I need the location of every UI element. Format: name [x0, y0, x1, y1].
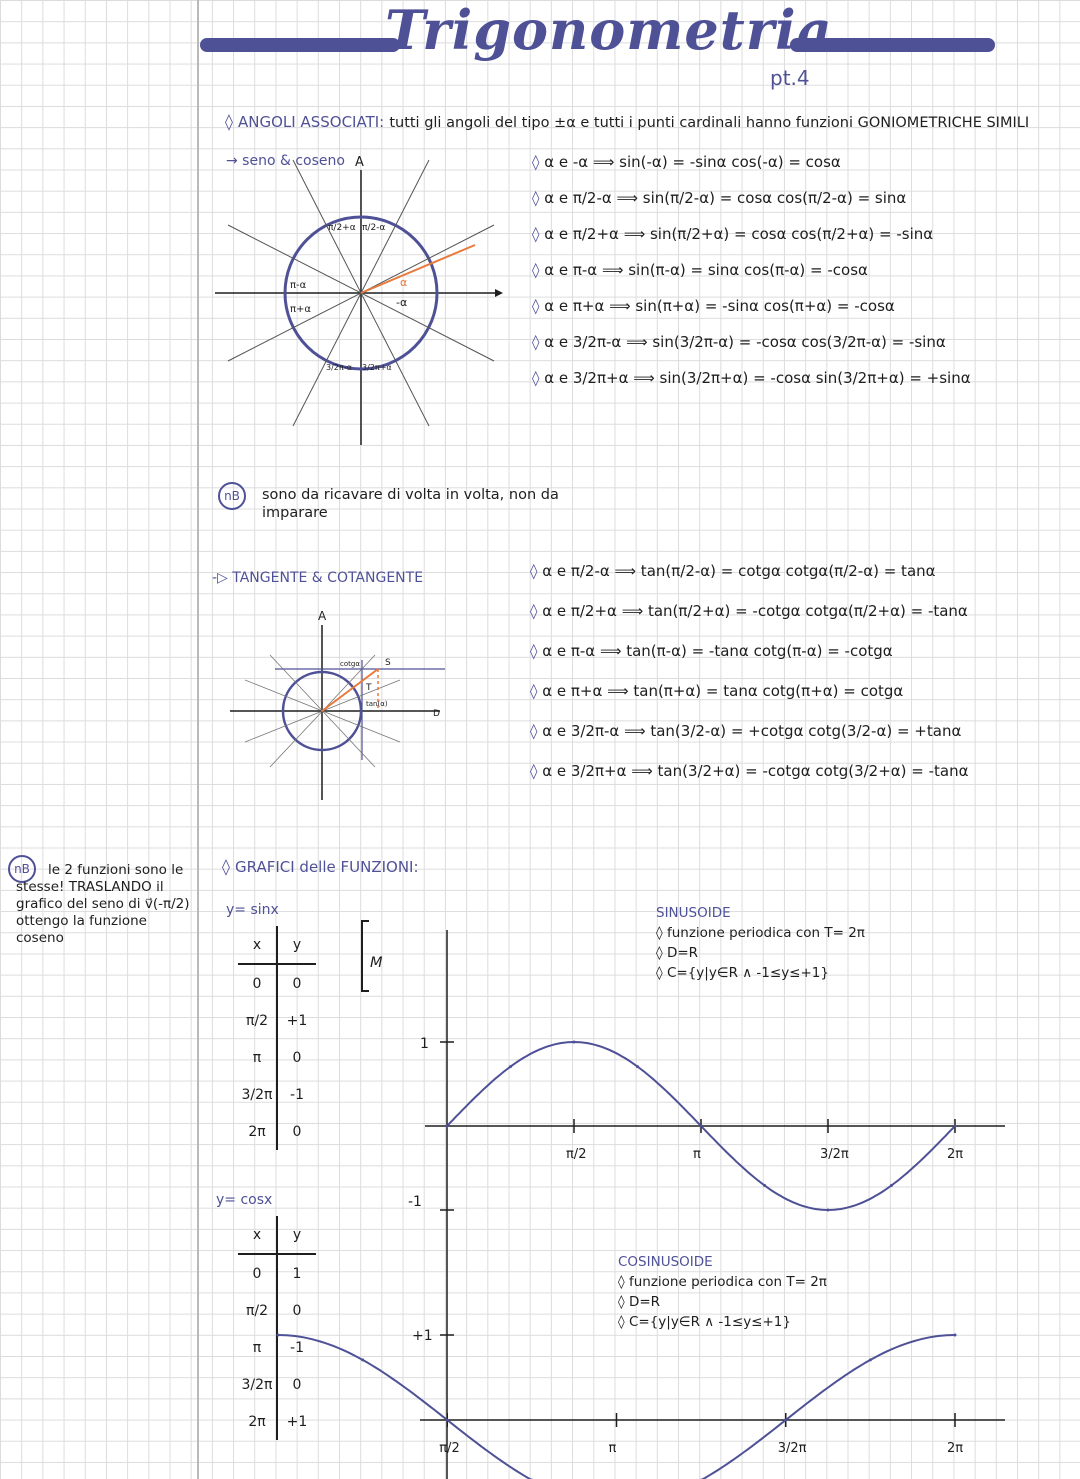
sinx-data-point [827, 1209, 830, 1212]
bullet-icon: ◊ [530, 602, 543, 620]
table-cell: 3/2π [238, 1366, 277, 1403]
table-cell: π/2 [238, 1292, 277, 1329]
graphs-heading: GRAFICI delle FUNZIONI: [235, 858, 419, 876]
circle-axis-label-top: A [355, 155, 364, 170]
bullet-icon: ◊ [530, 722, 543, 740]
sin-cos-formula-text: α e π/2+α ⟹ sin(π/2+α) = cosα cos(π/2+α) = -sinα [544, 225, 934, 243]
sin-tick-label-pi2: π/2 [565, 1147, 587, 1162]
sin-graph [408, 930, 1005, 1479]
bracket-label: M [370, 955, 383, 971]
sin-tick-label-1: 1 [420, 1036, 429, 1052]
table-cell: π [238, 1329, 277, 1366]
cosx-data-point [361, 1358, 364, 1361]
bullet-icon: ◊ [530, 562, 543, 580]
cosinusoid-line-2: ◊ D=R [618, 1294, 661, 1310]
tangent-formula-text: α e π/2+α ⟹ tan(π/2+α) = -cotgα cotgα(π/2+α) = -tanα [542, 602, 968, 620]
angle-label-pi-plus: π+α [290, 304, 311, 315]
cos-curve [278, 1335, 955, 1479]
tan-label-right: D [433, 709, 440, 719]
table-cell: 0 [292, 1302, 302, 1319]
sin-cos-formula-text: α e 3/2π-α ⟹ sin(3/2π-α) = -cosα cos(3/2π-α) = -sinα [544, 333, 946, 351]
table-cell: +1 [286, 1413, 308, 1430]
bullet-icon: ◊ [532, 153, 545, 171]
bullet-icon: ◊ [530, 682, 543, 700]
sin-table-label: y= sinx [226, 902, 279, 918]
table-cell: 2π [238, 1113, 277, 1150]
table-cell: 0 [292, 1123, 302, 1140]
bullet-icon: ◊ [532, 189, 545, 207]
table-cell: 3/2π [238, 1076, 277, 1113]
sin-cos-formula-text: α e π-α ⟹ sin(π-α) = sinα cos(π-α) = -cosα [544, 261, 868, 279]
cosx-data-point [784, 1419, 787, 1422]
bullet-icon: ◊ [532, 369, 545, 387]
side-note-text: le 2 funzioni sono le stesse! TRASLANDO il grafico del seno di v⃗(-π/2) ottengo la funzione coseno [16, 862, 190, 946]
associated-description: tutti gli angoli del tipo ±α e tutti i punti cardinali hanno funzioni GONIOMETRICHE SIMILI [389, 115, 1030, 131]
tan-label-cotg: cotgα [340, 660, 360, 668]
tangent-formula-text: α e 3/2π+α ⟹ tan(3/2+α) = -cotgα cotg(3/2+α) = -tanα [542, 762, 969, 780]
tangent-formula-text: α e π/2-α ⟹ tan(π/2-α) = cotgα cotgα(π/2-α) = tanα [542, 562, 936, 580]
cos-tick-label-3pi2: 3/2π [777, 1441, 807, 1456]
side-nb-badge: nB [8, 855, 36, 883]
tangent-circle-diagram [230, 609, 445, 800]
sin-tick-label-minus-1: -1 [408, 1194, 422, 1210]
sin-cos-formula-text: α e 3/2π+α ⟹ sin(3/2π+α) = -cosα sin(3/2π+α) = +sinα [544, 369, 971, 387]
unit-circle-diagram [215, 155, 503, 445]
sinx-data-point [890, 1184, 893, 1187]
angle-label-minus-alpha: -α [396, 296, 408, 309]
sin-cos-formula-text: α e -α ⟹ sin(-α) = -sinα cos(-α) = cosα [544, 153, 841, 171]
sin-tick-label-pi: π [692, 1147, 701, 1162]
associated-heading: ANGOLI ASSOCIATI: [238, 113, 385, 131]
sinx-data-point [573, 1041, 576, 1044]
tangent-formula-text: α e 3/2π-α ⟹ tan(3/2-α) = +cotgα cotg(3/2-α) = +tanα [542, 722, 962, 740]
bullet-icon: ◊ [532, 333, 545, 351]
tangent-heading: -▷ TANGENTE & COTANGENTE [212, 570, 424, 586]
sinx-data-point [763, 1184, 766, 1187]
bullet-icon: ◊ [532, 225, 545, 243]
sinusoid-name: SINUSOIDE [656, 905, 731, 921]
table-header: y [277, 926, 316, 964]
cosinusoid-name: COSINUSOIDE [618, 1254, 713, 1270]
cosx-data-point [869, 1358, 872, 1361]
sinusoid-line-3: ◊ C={y|y∈R ∧ -1≤y≤+1} [656, 965, 829, 981]
angle-label-pi-minus: π-α [290, 280, 307, 291]
table-cell: +1 [286, 1012, 308, 1029]
angle-label-alpha: α [400, 276, 408, 289]
table-cell: 2π [238, 1403, 277, 1440]
sinx-data-point [700, 1125, 703, 1128]
tan-label-t: T [366, 683, 372, 693]
table-cell: 0 [292, 975, 302, 992]
table-header: x [238, 926, 277, 964]
table-cell: -1 [290, 1339, 304, 1356]
cos-tick-label-pi2: π/2 [439, 1441, 460, 1456]
table-cell: 0 [238, 964, 277, 1002]
cosinusoid-line-1: ◊ funzione periodica con T= 2π [618, 1274, 827, 1290]
nb-badge: nB [218, 482, 246, 510]
cos-tick-label-pi: π [608, 1441, 617, 1456]
nb-note-text: sono da ricavare di volta in volta, non da imparare [262, 487, 559, 521]
angle-label-pi2-minus: π/2-α [362, 223, 386, 233]
cosx-data-point [954, 1334, 957, 1337]
angle-label-3pi2-plus: 3/2π+α [362, 363, 392, 372]
angle-label-3pi2-minus: 3/2π-α [326, 363, 352, 372]
bullet-icon: ◊ [532, 261, 545, 279]
bullet-icon: ◊ [222, 857, 235, 876]
table-cell: 0 [292, 1049, 302, 1066]
tangent-formula-text: α e π-α ⟹ tan(π-α) = -tanα cotg(π-α) = -cotgα [542, 642, 893, 660]
sinx-data-point [636, 1065, 639, 1068]
sinusoid-line-1: ◊ funzione periodica con T= 2π [656, 925, 865, 941]
bullet-icon: ◊ [530, 642, 543, 660]
sinx-data-point [446, 1125, 449, 1128]
sinx-data-point [509, 1065, 512, 1068]
x-axis-arrow-icon [495, 289, 503, 297]
sinx-data-point [954, 1125, 957, 1128]
angle-label-pi2-plus: π/2+α [328, 223, 356, 233]
sin-cos-subheading: → seno & coseno [226, 153, 345, 169]
bullet-icon: ◊ [532, 297, 545, 315]
table-cell: 1 [292, 1265, 302, 1282]
table-cell: -1 [290, 1086, 304, 1103]
cos-tick-label-plus-1: +1 [412, 1328, 433, 1344]
table-cell: π [238, 1039, 277, 1076]
sin-tick-label-3pi2: 3/2π [819, 1147, 849, 1162]
cos-tick-label-2pi: 2π [946, 1441, 964, 1456]
tangent-formula-text: α e π+α ⟹ tan(π+α) = tanα cotg(π+α) = cotgα [542, 682, 904, 700]
tan-label-s: S [385, 658, 391, 668]
table-cell: π/2 [238, 1002, 277, 1039]
sin-cos-formula-text: α e π/2-α ⟹ sin(π/2-α) = cosα cos(π/2-α) = sinα [544, 189, 907, 207]
cosinusoid-line-3: ◊ C={y|y∈R ∧ -1≤y≤+1} [618, 1314, 791, 1330]
tan-label-tan: tan(α) [366, 700, 388, 708]
bullet-icon: ◊ [225, 112, 238, 131]
sinusoid-line-2: ◊ D=R [656, 945, 699, 961]
table-header: y [277, 1216, 316, 1254]
table-cell: 0 [238, 1254, 277, 1292]
angle-ray-orange [361, 245, 475, 293]
tan-label-top: A [318, 609, 327, 623]
cosx-data-point [277, 1334, 280, 1337]
sin-cos-formula-text: α e π+α ⟹ sin(π+α) = -sinα cos(π+α) = -cosα [544, 297, 895, 315]
cos-graph [277, 1328, 1006, 1479]
table-header: x [238, 1216, 277, 1254]
page-title: Trigonometria [385, 0, 833, 62]
cosx-data-point [446, 1419, 449, 1422]
page-part: pt.4 [770, 66, 810, 90]
cos-table-label: y= cosx [216, 1192, 273, 1208]
table-cell: 0 [292, 1376, 302, 1393]
bullet-icon: ◊ [530, 762, 543, 780]
sin-tick-label-2pi: 2π [946, 1147, 964, 1162]
